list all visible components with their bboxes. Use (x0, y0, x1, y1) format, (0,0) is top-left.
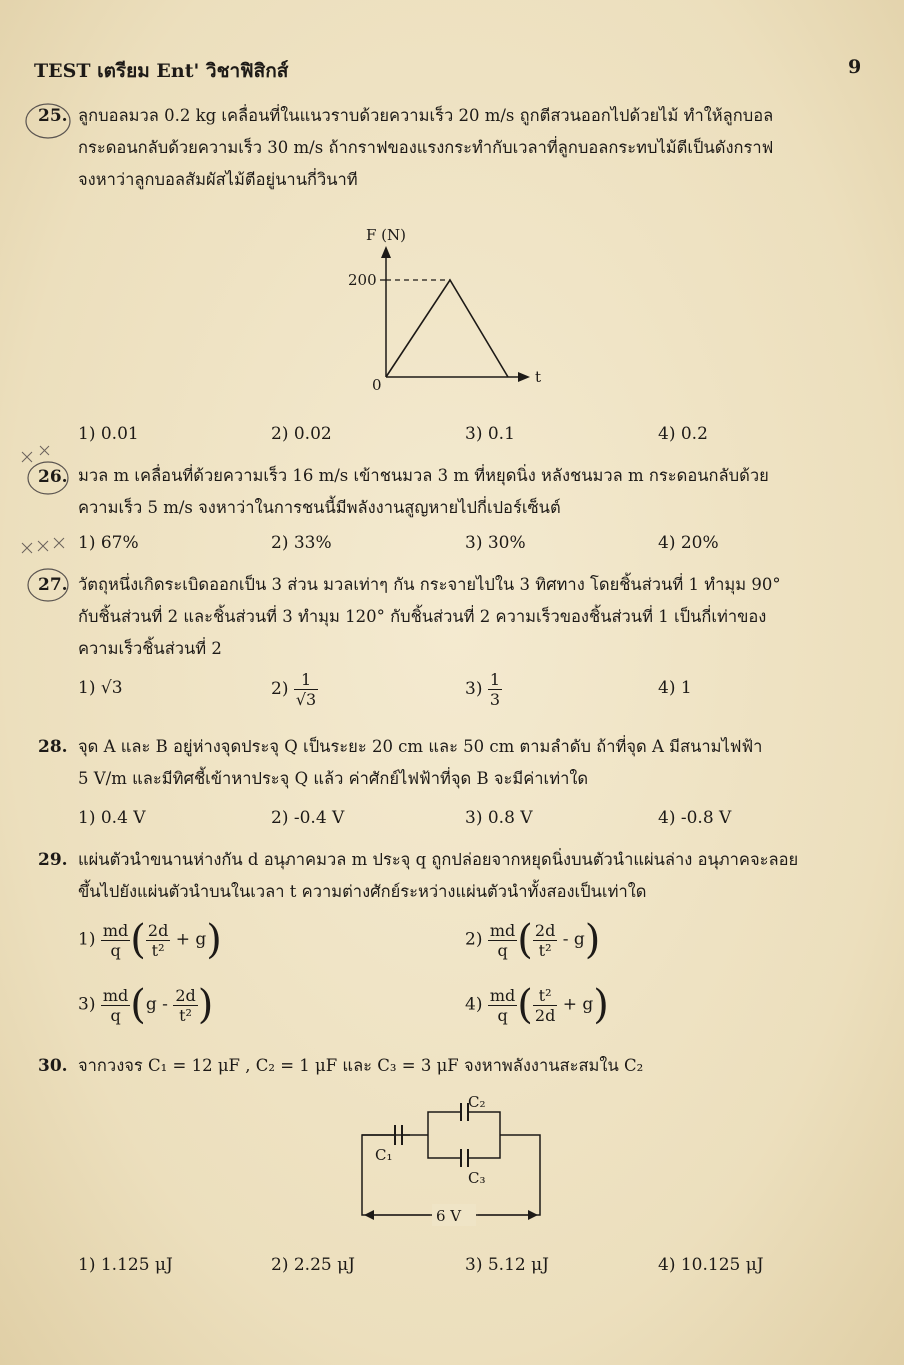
q29-opt1-rest: + g (175, 929, 207, 950)
parallel-block-wire (428, 1112, 500, 1158)
graph-triangle (386, 280, 508, 377)
c2-gap (462, 1108, 467, 1116)
q28-line-2: 5 V/m และมีทิศชี้เข้าหาประจุ Q แล้ว ค่าศักย์ไฟฟ้าที่จุด B จะมีค่าเท่าใด (78, 769, 589, 788)
q29-line-1: แผ่นตัวนำขนานห่างกัน d อนุภาคมวล m ประจุ q ถูกปล่อยจากหยุดนิ่งบนตัวนำแผ่นล่าง อนุภาคจะลอย (78, 850, 799, 869)
q26-line-2: ความเร็ว 5 m/s จงหาว่าในการชนนี้มีพลังงานสูญหายไปกี่เปอร์เซ็นต์ (78, 498, 561, 517)
q27-opt3-den: 3 (489, 690, 501, 709)
q26-option-2[interactable]: 2) 33% (271, 533, 332, 553)
q30-option-1[interactable]: 1) 1.125 μJ (78, 1255, 173, 1275)
q29-opt1-a-num: 2d (147, 920, 169, 940)
question-number-25: 25. (38, 106, 68, 126)
x-mark-26b (22, 538, 64, 553)
q27-option-2-label: 2) (271, 679, 289, 699)
q29-option-2[interactable]: 2) $\frac{md}{q}$ ( $\frac{2d}{\text{t²}}$ - g) (465, 917, 601, 963)
q29-opt1-md: md (102, 920, 129, 940)
q29-opt3-a-num: 2d (175, 985, 196, 1005)
q25-line-3: จงหาว่าลูกบอลสัมผัสไม้ตีอยู่นานกี่วินาที (78, 170, 358, 189)
c3-label: C₃ (468, 1169, 486, 1187)
q25-option-1[interactable]: 1) 0.01 (78, 424, 139, 444)
graph-x-label: t (535, 368, 542, 386)
q29-opt2-rest: - g (562, 929, 585, 950)
capacitor-circuit (340, 1090, 560, 1240)
q29-option-1[interactable]: 1) $\frac{md}{q}$ ( $\frac{2d}{\text{t²}}$ + g) (78, 917, 222, 963)
x-mark-26 (22, 446, 49, 462)
q28-option-1[interactable]: 1) 0.4 V (78, 808, 146, 828)
question-number-27: 27. (38, 575, 68, 595)
q29-opt3-pre: g - (145, 994, 168, 1015)
q29-opt4-a-den: 2d (534, 1005, 556, 1025)
q28-option-4[interactable]: 4) -0.8 V (658, 808, 732, 828)
q27-line-2: กับชิ้นส่วนที่ 2 และชิ้นส่วนที่ 3 ทำมุม 120° กับชิ้นส่วนที่ 2 ความเร็วของชิ้นส่วนที่ 1 เป็นกี่เท่าของ (78, 607, 767, 626)
q25-option-4[interactable]: 4) 0.2 (658, 424, 708, 444)
q26-option-3[interactable]: 3) 30% (465, 533, 526, 553)
c1-label: C₁ (375, 1146, 393, 1164)
q27-opt2-den: √3 (295, 690, 317, 709)
q29-opt3-md: md (102, 985, 129, 1005)
question-number-26: 26. (38, 467, 68, 487)
q29-opt3-q: q (110, 1005, 121, 1025)
page-header-title: TEST เตรียม Ent' วิชาฟิสิกส์ (34, 60, 289, 82)
c2-label: C₂ (468, 1093, 486, 1111)
question-26-text (78, 460, 868, 524)
q27-line-3: ความเร็วชิ้นส่วนที่ 2 (78, 639, 222, 658)
q27-opt3-num: 1 (489, 670, 501, 689)
question-27-text (78, 569, 868, 665)
q27-option-2[interactable] (271, 670, 318, 709)
question-29-text (78, 844, 868, 908)
question-25-text (78, 100, 868, 196)
q27-option-1-value: √3 (100, 678, 123, 698)
left-arrow-icon (364, 1210, 374, 1220)
right-arrow-icon (528, 1210, 538, 1220)
graph-peak-label: 200 (348, 271, 377, 289)
y-axis-arrow-icon (381, 246, 391, 258)
q28-option-2[interactable]: 2) -0.4 V (271, 808, 345, 828)
q29-opt2-a-den: t² (538, 940, 552, 960)
q29-opt2-a-num: 2d (534, 920, 556, 940)
q29-opt1-a-den: t² (151, 940, 165, 960)
q26-line-1: มวล m เคลื่อนที่ด้วยความเร็ว 16 m/s เข้าชนมวล 3 m ที่หยุดนิ่ง หลังชนมวล m กระดอนกลับด้วย (78, 466, 769, 485)
q29-opt2-md: md (489, 920, 516, 940)
q29-option-2-label: 2) (465, 929, 483, 950)
page-number: 9 (848, 56, 862, 78)
q27-opt2-num: 1 (294, 670, 318, 690)
q27-option-1[interactable] (78, 678, 123, 698)
q29-option-4[interactable]: 4) $\frac{md}{q}$ ( $\frac{\text{t²}}{2d}$ + g) (465, 982, 609, 1028)
x-axis-arrow-icon (518, 372, 530, 382)
force-time-graph (330, 222, 560, 402)
q25-line-2: กระดอนกลับด้วยความเร็ว 30 m/s ถ้ากราฟของแรงกระทำกับเวลาที่ลูกบอลกระทบไม้ตีเป็นดังกราฟ (78, 138, 774, 157)
q25-option-2[interactable]: 2) 0.02 (271, 424, 332, 444)
q29-option-3[interactable]: 3) $\frac{md}{q}$ (g - $\frac{2d}{\text{t²}}$ ) (78, 982, 214, 1028)
q29-opt4-q: q (497, 1005, 508, 1025)
q26-option-1[interactable]: 1) 67% (78, 533, 139, 553)
graph-y-label: F (N) (366, 226, 407, 244)
question-number-28: 28. (38, 737, 68, 757)
q30-option-2[interactable]: 2) 2.25 μJ (271, 1255, 355, 1275)
q27-line-1: วัตถุหนึ่งเกิดระเบิดออกเป็น 3 ส่วน มวลเท่าๆ กัน กระจายไปใน 3 ทิศทาง โดยชิ้นส่วนที่ 1 ทำมุม 90° (78, 575, 781, 594)
q26-option-4[interactable]: 4) 20% (658, 533, 719, 553)
q27-option-3[interactable] (465, 670, 502, 709)
q29-option-4-label: 4) (465, 994, 483, 1015)
q29-opt3-a-den: t² (179, 1005, 192, 1025)
q28-line-1: จุด A และ B อยู่ห่างจุดประจุ Q เป็นระยะ 20 cm และ 50 cm ตามลำดับ ถ้าที่จุด A มีสนามไฟฟ้า (78, 737, 763, 756)
q29-option-1-label: 1) (78, 929, 96, 950)
q28-option-3[interactable]: 3) 0.8 V (465, 808, 533, 828)
q25-line-1: ลูกบอลมวล 0.2 kg เคลื่อนที่ในแนวราบด้วยความเร็ว 20 m/s ถูกตีสวนออกไปด้วยไม้ ทำให้ลูกบอล (78, 106, 774, 125)
q29-opt4-rest: + g (562, 994, 594, 1015)
q29-line-2: ขึ้นไปยังแผ่นตัวนำบนในเวลา t ความต่างศักย์ระหว่างแผ่นตัวนำทั้งสองเป็นเท่าใด (78, 882, 647, 901)
q27-option-4[interactable]: 4) 1 (658, 678, 692, 698)
question-number-30: 30. (38, 1056, 68, 1076)
graph-origin-label: 0 (372, 376, 382, 394)
q25-option-3[interactable]: 3) 0.1 (465, 424, 515, 444)
q27-option-1-label: 1) (78, 678, 96, 698)
question-28-text (78, 731, 868, 795)
source-label: 6 V (436, 1207, 462, 1225)
q30-option-4[interactable]: 4) 10.125 μJ (658, 1255, 764, 1275)
question-number-29: 29. (38, 850, 68, 870)
q27-option-3-label: 3) (465, 679, 483, 699)
q29-opt2-q: q (497, 940, 508, 960)
q29-opt4-a-num: t² (533, 986, 557, 1006)
q30-line-1: จากวงจร C₁ = 12 μF , C₂ = 1 μF และ C₃ = 3 μF จงหาพลังงานสะสมใน C₂ (78, 1056, 644, 1075)
c3-gap (462, 1154, 467, 1162)
q30-option-3[interactable]: 3) 5.12 μJ (465, 1255, 549, 1275)
q29-option-3-label: 3) (78, 994, 96, 1015)
question-30-text (78, 1050, 868, 1082)
q29-opt1-q: q (110, 940, 121, 960)
q29-opt4-md: md (489, 985, 516, 1005)
